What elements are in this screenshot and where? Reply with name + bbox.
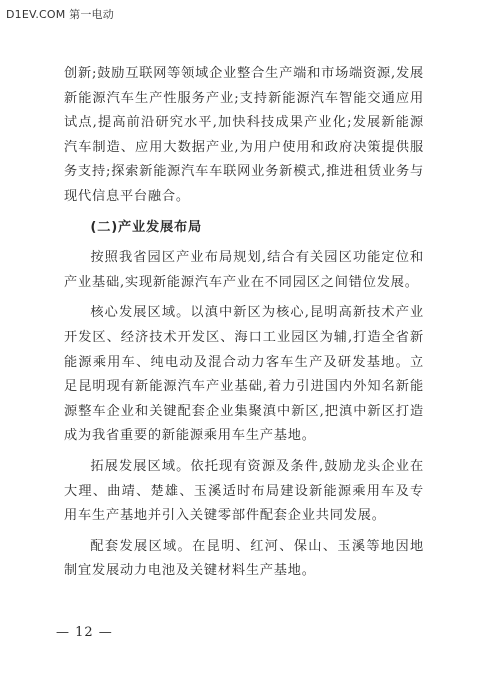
paragraph-core-region: 核心发展区域。以滇中新区为核心,昆明高新技术产业开发区、经济技术开发区、海口工业园区为辅,打造全省新能源乘用车、纯电动及混合动力客车生产及研发基地。立足昆明现有新能源汽车产业基础,着力引进国内外知名新能源整车企业和关键配套企业集聚滇中新区,把滇中新区打造成为我省重要的新能源乘用车生产基地。 [64,305,424,444]
paragraph-expansion-region: 拓展发展区域。依托现有资源及条件,鼓励龙头企业在大理、曲靖、楚雄、玉溪适时布局建设新能源乘用车及专用车生产基地并引入关键零部件配套企业共同发展。 [64,458,424,524]
document-body [64,62,424,584]
paragraph-continuation: 创新;鼓励互联网等领域企业整合生产端和市场端资源,发展新能源汽车生产性服务产业;支持新能源汽车智能交通应用试点,提高前沿研究水平,加快科技成果产业化;发展新能源汽车制造、应用大数据产业,为用户使用和政府决策提供服务支持;探索新能源汽车车联网业务新模式,推进租赁业务与现代信息平台融合。 [64,66,424,204]
page-number: — 12 — [56,625,113,640]
paragraph-supporting-region: 配套发展区域。在昆明、红河、保山、玉溪等地因地制宜发展动力电池及关键材料生产基地。 [64,538,424,579]
section-heading: (二)产业发展布局 [90,219,202,235]
paragraph-layout-intro: 按照我省园区产业布局规划,结合有关园区功能定位和产业基础,实现新能源汽车产业在不同园区之间错位发展。 [64,250,424,290]
site-watermark: D1EV.COM 第一电动 [6,8,114,21]
